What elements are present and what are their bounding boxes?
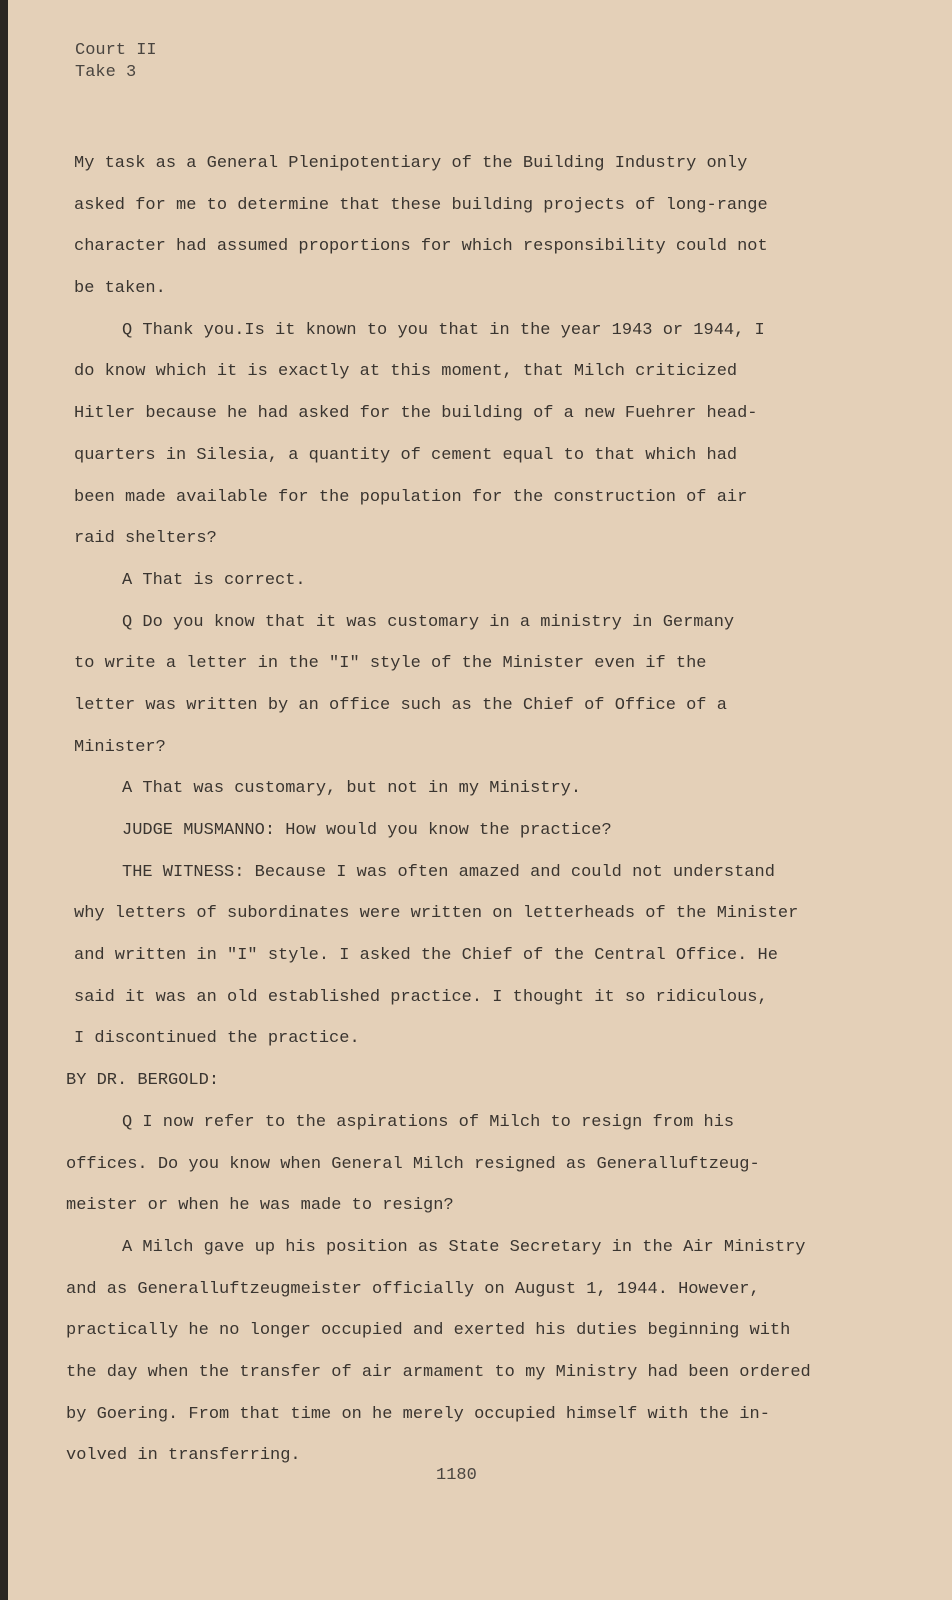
transcript-line: A That is correct. [122, 570, 306, 590]
transcript-line: practically he no longer occupied and exerted his duties beginning with [66, 1321, 791, 1341]
transcript-line: asked for me to determine that these building projects of long-range [74, 195, 768, 215]
transcript-line: and written in "I" style. I asked the Chief of the Central Office. He [74, 946, 778, 966]
transcript-line: the day when the transfer of air armament to my Ministry had been ordered [66, 1362, 811, 1382]
header-take: Take 3 [75, 63, 137, 82]
transcript-line: meister or when he was made to resign? [66, 1196, 454, 1216]
transcript-line: Q Do you know that it was customary in a ministry in Germany [122, 612, 735, 632]
transcript-line: Minister? [74, 737, 166, 757]
transcript-line: volved in transferring. [66, 1446, 301, 1466]
transcript-line: JUDGE MUSMANNO: How would you know the practice? [122, 821, 612, 840]
transcript-line: quarters in Silesia, a quantity of cement equal to that which had [74, 445, 738, 465]
transcript-line: letter was written by an office such as the Chief of Office of a [74, 695, 727, 715]
transcript-line: Q Thank you.Is it known to you that in the year 1943 or 1944, I [122, 320, 765, 340]
transcript-line: raid shelters? [74, 529, 217, 549]
page-header [75, 40, 157, 84]
transcript-line: do know which it is exactly at this moment, that Milch criticized [74, 362, 738, 382]
transcript-line: A Milch gave up his position as State Secretary in the Air Ministry [122, 1237, 806, 1257]
transcript-line: by Goering. From that time on he merely occupied himself with the in- [66, 1404, 770, 1424]
transcript-line: Q I now refer to the aspirations of Milch to resign from his [122, 1112, 735, 1132]
transcript-line: why letters of subordinates were written on letterheads of the Minister [74, 904, 799, 924]
transcript-line: said it was an old established practice. I thought it so ridiculous, [74, 987, 768, 1007]
transcript-line: A That was customary, but not in my Ministry. [122, 779, 582, 799]
transcript-body [66, 143, 846, 1477]
page-number: 1180 [436, 1466, 477, 1485]
transcript-line: to write a letter in the "I" style of the Minister even if the [74, 654, 707, 674]
transcript-line: and as Generalluftzeugmeister officially on August 1, 1944. However, [66, 1279, 760, 1299]
transcript-line: I discontinued the practice. [74, 1029, 360, 1049]
page-binding-edge [0, 0, 8, 1600]
transcript-line: offices. Do you know when General Milch resigned as Generalluftzeug- [66, 1154, 760, 1174]
transcript-line: My task as a General Plenipotentiary of the Building Industry only [74, 154, 748, 173]
transcript-line: BY DR. BERGOLD: [66, 1071, 220, 1091]
transcript-line: character had assumed proportions for which responsibility could not [74, 237, 768, 257]
transcript-line: THE WITNESS: Because I was often amazed and could not understand [122, 862, 775, 882]
transcript-line: been made available for the population for the construction of air [74, 487, 748, 507]
transcript-line: be taken. [74, 279, 166, 299]
transcript-line: Hitler because he had asked for the building of a new Fuehrer head- [74, 404, 758, 424]
header-court: Court II [75, 41, 157, 60]
